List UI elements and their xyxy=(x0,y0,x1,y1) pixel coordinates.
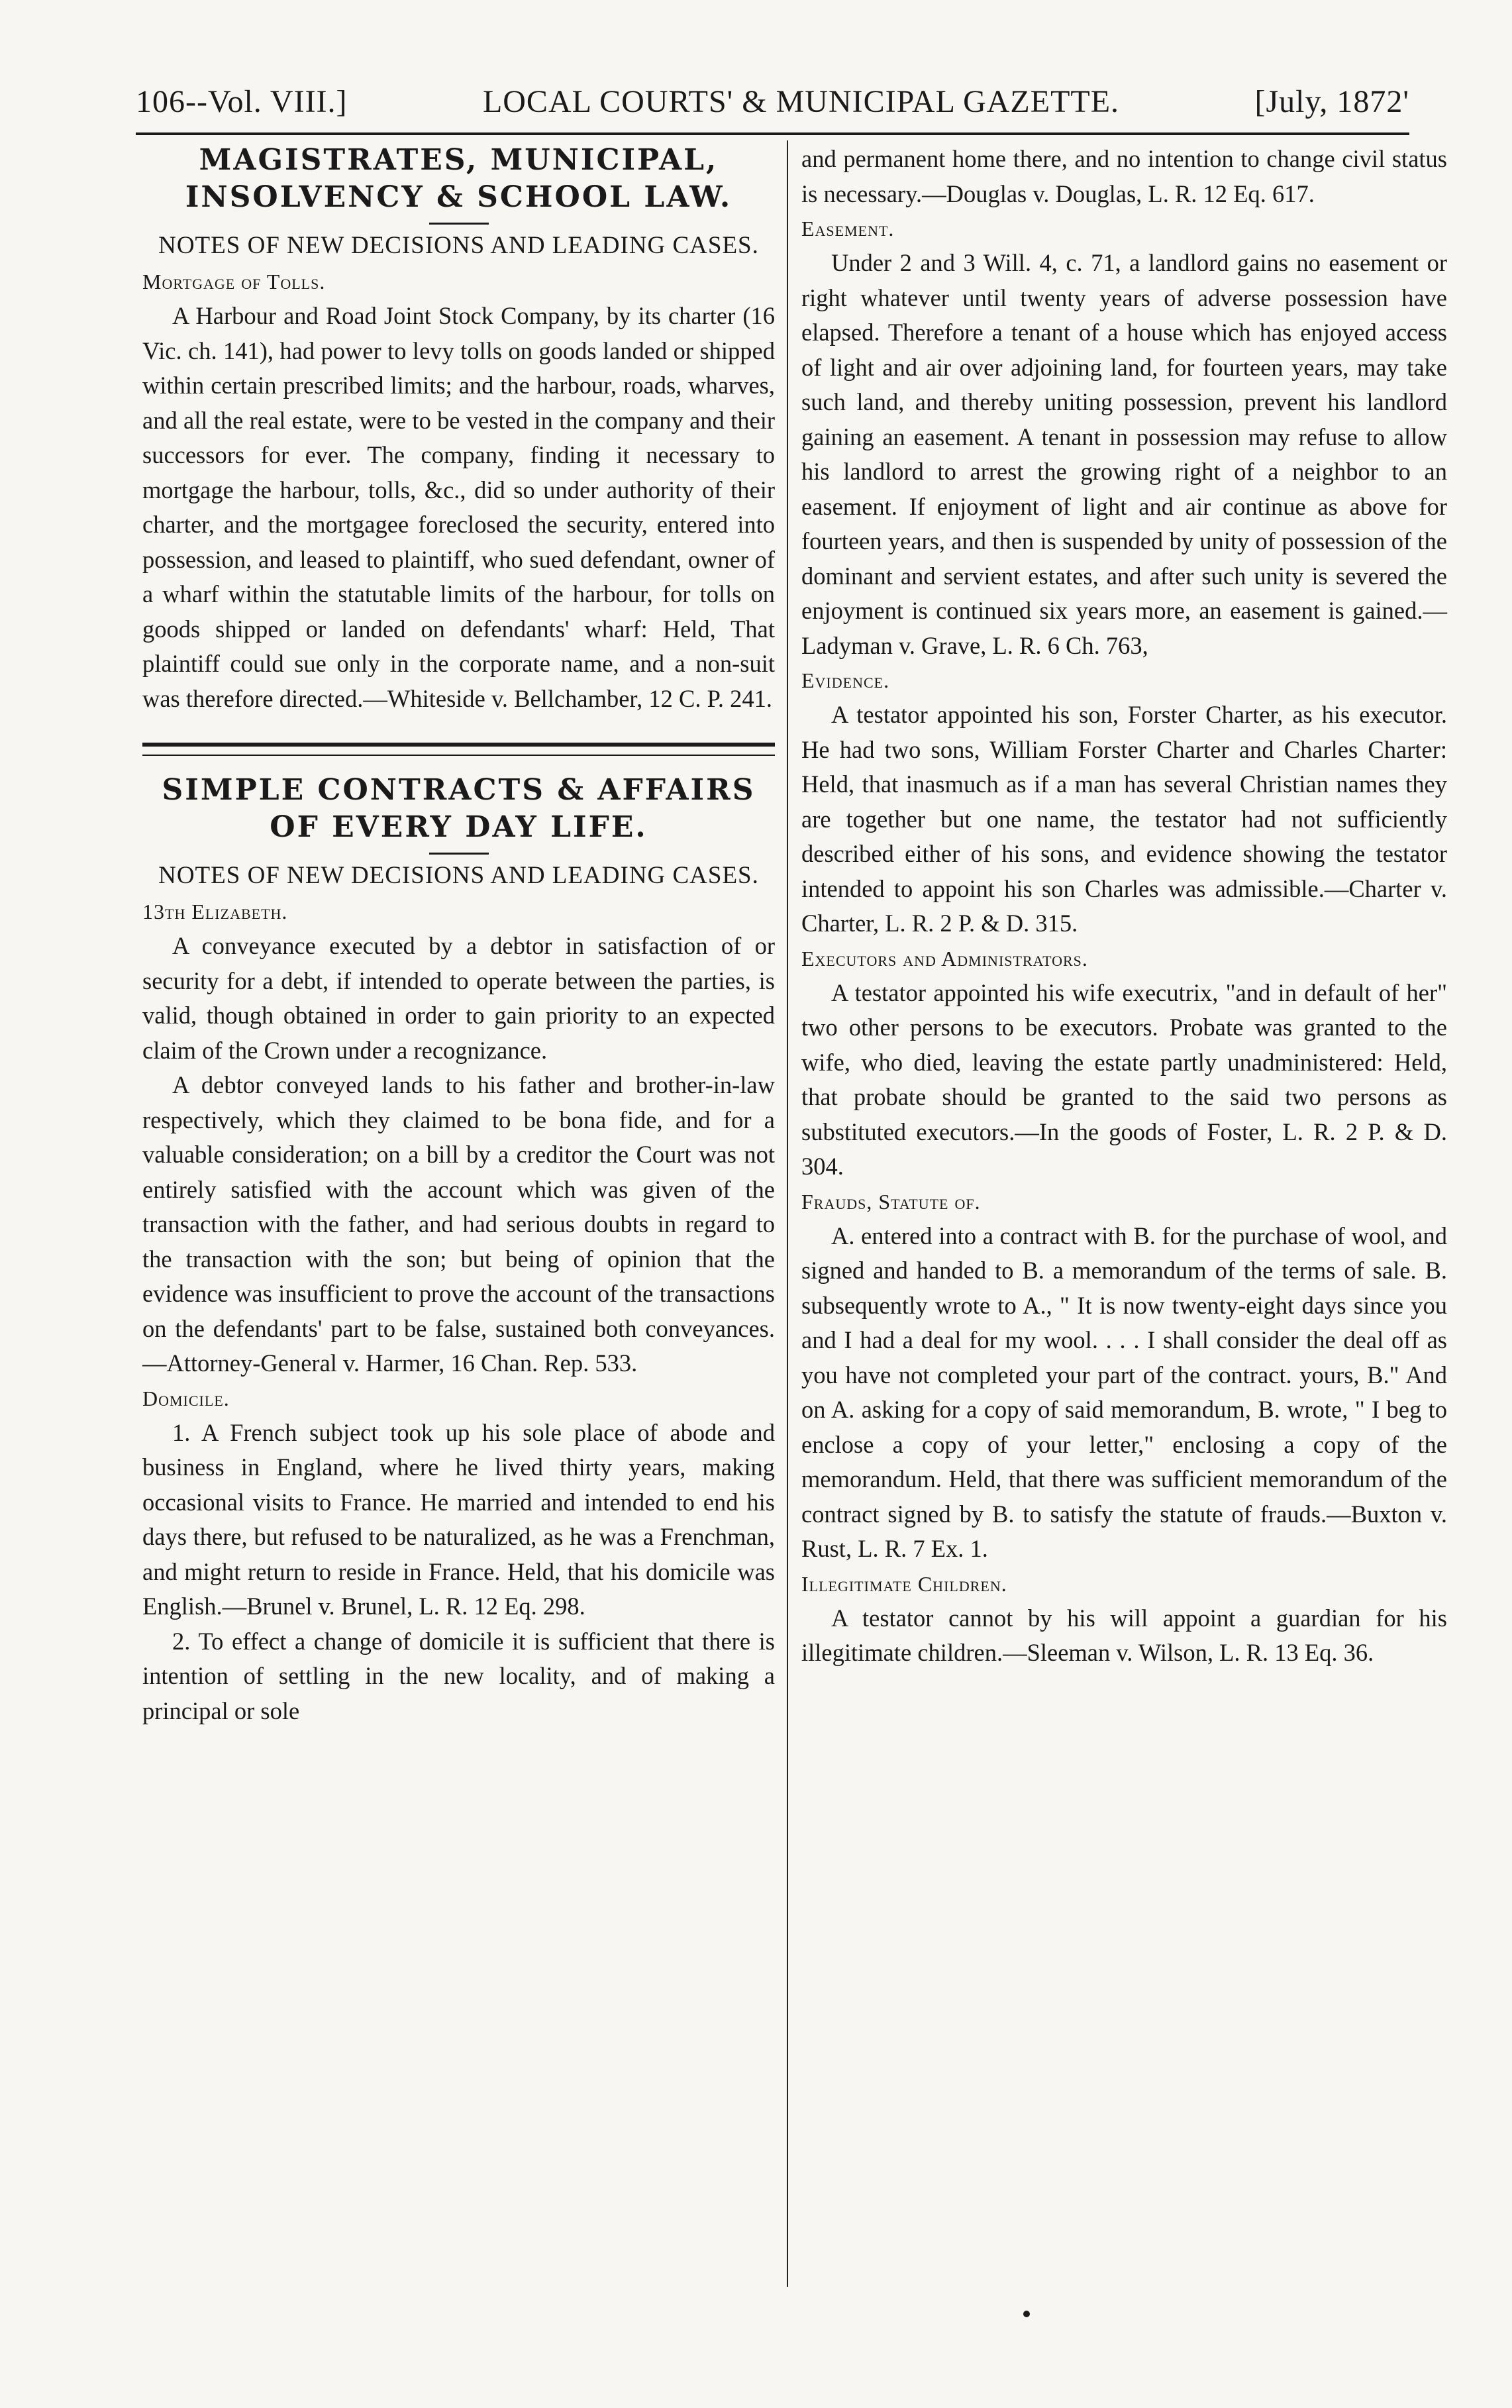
page-number-volume: 106--Vol. VIII.] xyxy=(136,83,348,119)
case-heading-domicile: Domicile. xyxy=(142,1386,230,1410)
case-paragraph-mortgage: A Harbour and Road Joint Stock Company, by its charter (16 Vic. ch. 141), had power to levy tolls on goods landed or shipped within certain prescribed limits; and the harbour, roads, wharves, and all the real estate, were to be vested in the company and their successors for ever. The company, finding it necessary to mortgage the harbour, tolls, &c., did so under authority of their charter, and the mortgagee foreclosed the security, entered into possession, and leased to plaintiff, who sued defendant, owner of a wharf within the statutable limits of the harbour, for tolls on goods shipped or landed on defendants' wharf: Held, That plaintiff could sue only in the corporate name, and a non-suit was therefore directed.—Whiteside v. Bellchamber, 12 C. P. 241. xyxy=(142,302,775,712)
section-title-line: OF EVERY DAY LIFE. xyxy=(270,810,648,844)
end-mark xyxy=(1023,2311,1030,2317)
section-subtitle: NOTES OF NEW DECISIONS AND LEADING CASES. xyxy=(158,862,759,889)
case-heading-mortgage: Mortgage of Tolls. xyxy=(142,270,326,293)
case-heading-evidence: Evidence. xyxy=(801,668,890,692)
case-paragraph-domicile-continued: and permanent home there, and no intention to change civil status is necessary.—Douglas v. Douglas, L. R. 12 Eq. 617. xyxy=(801,145,1447,207)
case-paragraph-domicile-1: 1. A French subject took up his sole place of abode and business in England, where he lived thirty years, making occasional visits to France. He married and intended to end his days there, but refused to be naturalized, as he was a Frenchman, and might return to reside in France. Held, that his domicile was English.—Brunel v. Brunel, L. R. 12 Eq. 298. xyxy=(142,1418,775,1620)
short-rule xyxy=(429,223,489,225)
issue-date: [July, 1872' xyxy=(1254,83,1409,119)
header-rule xyxy=(136,132,1409,135)
case-paragraph-frauds: A. entered into a contract with B. for the purchase of wool, and signed and handed to B. a memorandum of the terms of sale. B. subsequently wrote to A., " It is now twenty-eight days since you and I had a deal for my wool. . . . I shall consider the deal off as you have not completed your part of the contract. yours, B." And on A. asking for a copy of said memorandum, B. wrote, " I beg to enclose a copy of your letter," enclosing a copy of the memorandum. Held, that there was sufficient memorandum of the contract signed by B. to satisfy the statute of frauds.—Buxton v. Rust, L. R. 7 Ex. 1. xyxy=(801,1222,1447,1562)
case-paragraph-elizabeth-2: A debtor conveyed lands to his father and brother-in-law respectively, which they claimed to be bona fide, and for a valuable consideration; on a bill by a creditor the Court was not entirely satisfied with the account which was given of the transaction with the father, and had serious doubts in regard to the transaction with the son; but being of opinion that the evidence was insufficient to prove the account of the transactions on the defendants' part to be false, sustained both conveyances.—Attorney-General v. Harmer, 16 Chan. Rep. 533. xyxy=(142,1071,775,1377)
case-paragraph-executors: A testator appointed his wife executrix, "and in default of her" two other persons to be executors. Probate was granted to the wife, who died, leaving the estate partly unadministered: Held, that probate should be granted to the said two persons as substituted executors.—In the goods of Foster, L. R. 2 P. & D. 304. xyxy=(801,978,1447,1180)
section-title-line: SIMPLE CONTRACTS & AFFAIRS xyxy=(162,773,756,807)
section-title-magistrates xyxy=(142,142,775,216)
section-title-line: MAGISTRATES, MUNICIPAL, xyxy=(199,143,719,177)
case-heading-easement: Easement. xyxy=(801,217,895,240)
section-title-line: INSOLVENCY & SCHOOL LAW. xyxy=(185,180,732,214)
case-paragraph-domicile-2: 2. To effect a change of domicile it is sufficient that there is intention of settling in the new locality, and of making a principal or sole xyxy=(142,1627,775,1724)
journal-title: LOCAL COURTS' & MUNICIPAL GAZETTE. xyxy=(482,83,1120,119)
section-subtitle: NOTES OF NEW DECISIONS AND LEADING CASES. xyxy=(158,232,759,259)
case-paragraph-easement: Under 2 and 3 Will. 4, c. 71, a landlord gains no easement or right whatever until twenty years of adverse possession have elapsed. Therefore a tenant of a house which has enjoyed access of light and air over adjoining land, for fourteen years, may take such land, and thereby uniting possession, prevent his landlord gaining an easement. A tenant in possession may refuse to allow his landlord to arrest the growing right of a neighbor to an easement. If enjoyment of light and air continue as above for fourteen years, and then is suspended by unity of possession of the dominant and servient estates, and after such unity is severed the enjoyment is continued six years more, an easement is gained.—Ladyman v. Grave, L. R. 6 Ch. 763, xyxy=(801,249,1447,659)
case-paragraph-evidence: A testator appointed his son, Forster Charter, as his executor. He had two sons, William Forster Charter and Charles Charter: Held, that inasmuch as if a man has several Christian names they are together but one name, the testator had not sufficiently described either of his sons, and evidence showing the testator intended to appoint his son Charles was admissible.—Charter v. Charter, L. R. 2 P. & D. 315. xyxy=(801,701,1447,937)
case-heading-elizabeth: 13th Elizabeth. xyxy=(142,900,288,923)
section-title-simple-contracts xyxy=(142,772,775,846)
left-column xyxy=(142,142,775,1728)
case-heading-executors: Executors and Administrators. xyxy=(801,946,1088,970)
case-heading-frauds: Frauds, Statute of. xyxy=(801,1189,981,1214)
case-paragraph-illegitimate: A testator cannot by his will appoint a guardian for his illegitimate children.—Sleeman v. Wilson, L. R. 13 Eq. 36. xyxy=(801,1604,1447,1666)
running-header xyxy=(136,78,1409,125)
case-paragraph-elizabeth-1: A conveyance executed by a debtor in satisfaction of or security for a debt, if intended to operate between the parties, is valid, though obtained in order to gain priority to an expected claim of the Crown under a recognizance. xyxy=(142,932,775,1064)
case-heading-illegitimate: Illegitimate Children. xyxy=(801,1571,1007,1596)
right-column xyxy=(801,142,1447,1671)
column-divider xyxy=(787,140,788,2287)
short-rule xyxy=(429,853,489,855)
section-divider xyxy=(142,743,775,756)
